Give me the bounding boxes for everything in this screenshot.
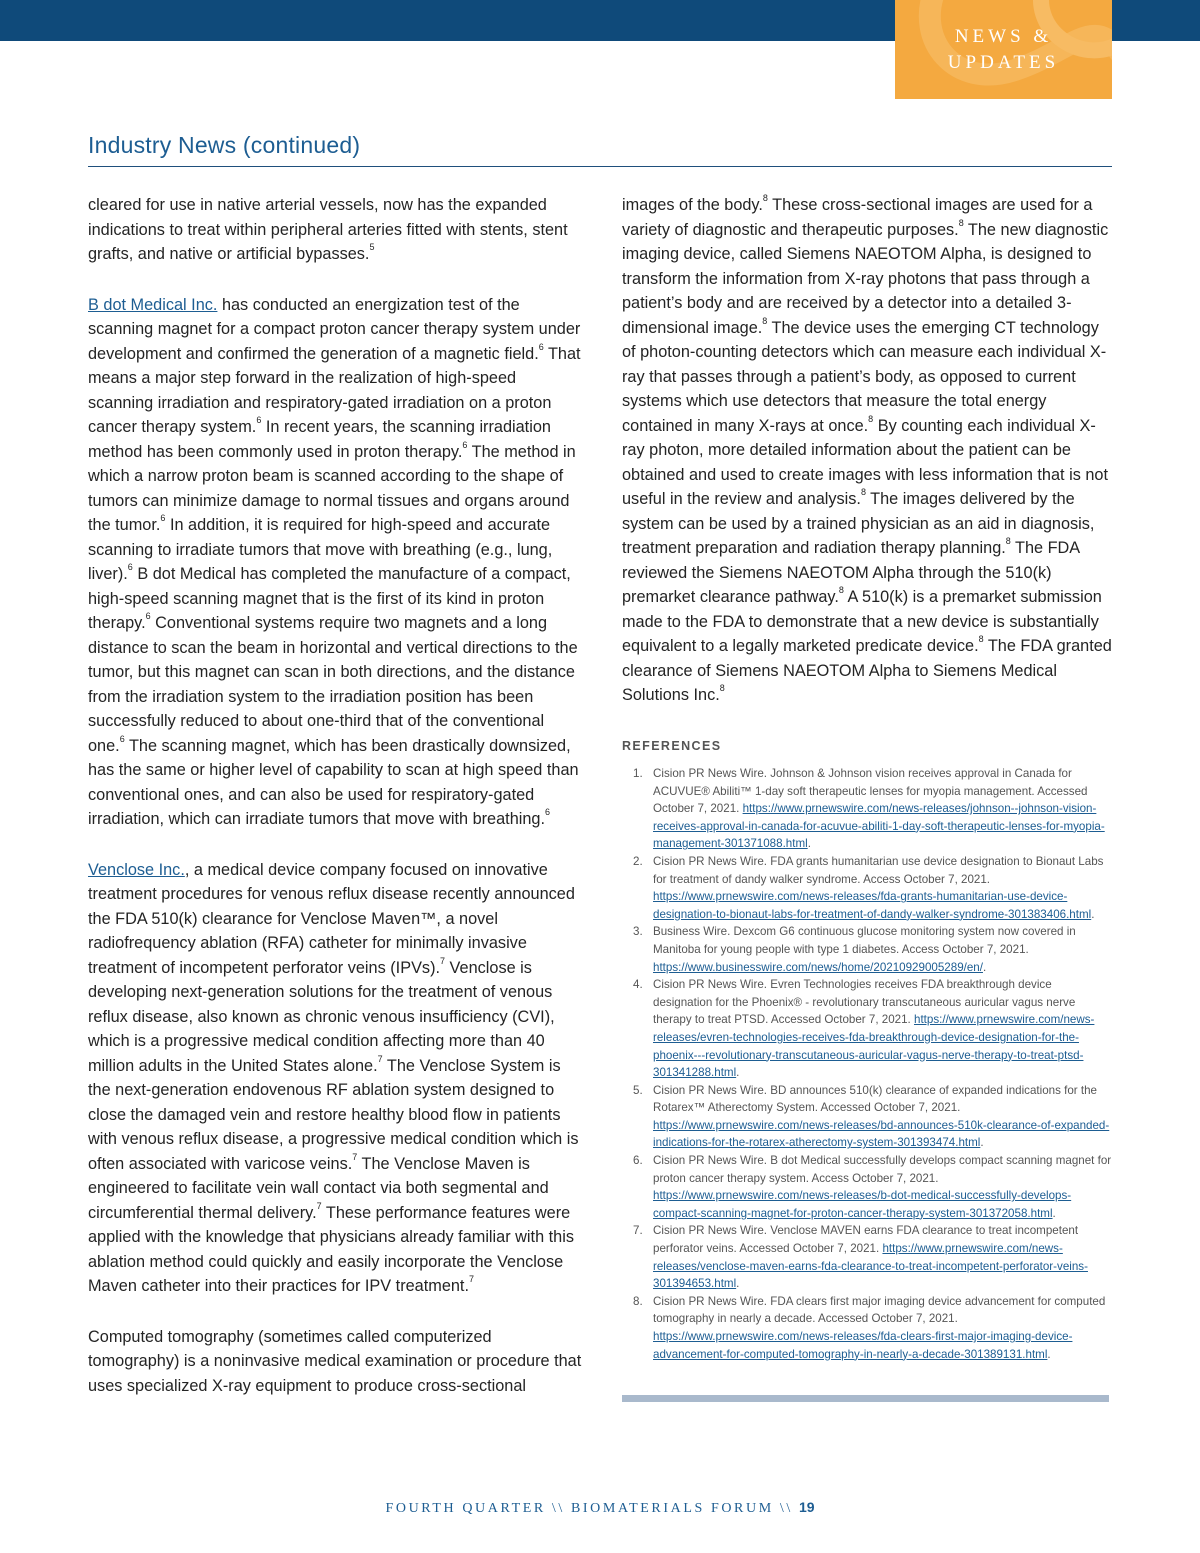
reference-text: Cision PR News Wire. FDA clears first major imaging device advancement for computed tomography in nearly a decade. Accessed October 7, 2021.	[653, 1294, 1106, 1326]
text: In recent years, the scanning irradiation method has been commonly used in proton therapy.	[88, 418, 551, 461]
reference-item: 7. Cision PR News Wire. Venclose MAVEN earns FDA clearance to treat incompetent perforator veins. Accessed October 7, 2021. https://www.prnewswire.com/news-releases/venclose-maven-earns-fda-clearance-to-treat-incompetent-perforator-veins-301394653.html.	[633, 1224, 1088, 1291]
venclose-link[interactable]: Venclose Inc.	[88, 860, 185, 879]
footnote-ref: 6	[462, 439, 468, 450]
text: B dot Medical has completed the manufacture of a compact, high-speed scanning magnet that is the first of its kind in proton therapy.	[88, 565, 571, 632]
text: Conventional systems require two magnets and a long distance to scan the beam in horizontal and vertical directions to the tumor, but this magnet can scan in both directions, and the distance from the irradiation system to the irradiation position has been successfully reduced to about one-third that of the conventional one.	[88, 614, 578, 755]
paragraph-computed-tomography	[88, 1325, 584, 1399]
reference-item: 8. Cision PR News Wire. FDA clears first major imaging device advancement for computed tomography in nearly a decade. Accessed October 7, 2021. https://www.prnewswire.com/news-releases/fda-clears-first-major-imaging-device-advancement-for-computed-tomography-in-nearly-a-decade-301389131.html.	[633, 1294, 1106, 1361]
footnote-ref: 8	[958, 217, 964, 228]
reference-text: Cision PR News Wire. FDA grants humanitarian use device designation to Bionaut Labs for treatment of dandy walker syndrome. Access October 7, 2021.	[653, 854, 1104, 886]
reference-link[interactable]: https://www.prnewswire.com/news-releases/b-dot-medical-successfully-develops-compact-scanning-magnet-for-proton-cancer-therapy-system-301372058.html	[653, 1189, 1072, 1220]
footnote-ref: 8	[1005, 536, 1011, 546]
reference-number: 1.	[633, 767, 643, 780]
footnote-ref: 6	[538, 341, 544, 352]
text: The device uses the emerging CT technology of photon-counting detectors which can measure each individual X-ray that passes through a patient’s body, as opposed to current systems which use detectors that measure the total energy contained in many X-rays at once.	[622, 318, 1107, 435]
reference-number: 5.	[633, 1083, 643, 1097]
reference-item: 6. Cision PR News Wire. B dot Medical successfully develops compact scanning magnet for proton cancer therapy system. Access October 7, 2021. https://www.prnewswire.com/news-releases/b-dot-medical-successfully-develops-compact-scanning-magnet-for-proton-cancer-therapy-system-301372058.html.	[633, 1154, 1112, 1220]
reference-text: Business Wire. Dexcom G6 continuous glucose monitoring system now covered in Manitoba for young people with type 1 diabetes. Access October 7, 2021.	[653, 925, 1076, 956]
footnote-ref: 8	[762, 315, 768, 326]
text: cleared for use in native arterial vessels, now has the expanded indications to treat within peripheral arteries fitted with stents, stent grafts, and native or artificial bypasses.	[88, 196, 568, 263]
footnote-ref: 8	[838, 585, 844, 595]
reference-number: 8.	[633, 1294, 643, 1308]
text: images of the body.	[622, 196, 763, 214]
footnote-ref: 8	[868, 413, 874, 424]
reference-number: 2.	[633, 854, 643, 868]
right-column	[622, 193, 1114, 734]
reference-number: 3.	[633, 925, 643, 939]
footnote-ref: 6	[119, 733, 125, 744]
text: The images delivered by the system can be used by a trained physician as an aid in diagnosis, treatment preparation and radiation therapy planning.	[622, 490, 1095, 557]
footnote-ref: 8	[860, 487, 866, 497]
paragraph-siemens	[622, 193, 1114, 708]
b-dot-medical-link[interactable]: B dot Medical Inc.	[88, 295, 218, 314]
left-column	[88, 193, 584, 1424]
footnote-ref: 7	[316, 1200, 322, 1211]
text: , a medical device company focused on innovative treatment procedures for venous reflux disease recently announced the FDA 510(k) clearance for Venclose Maven™, a novel radiofrequency ablation (RFA) catheter for minimally invasive treatment of incompetent perforator veins (IPVs).	[88, 860, 575, 977]
reference-number: 6.	[633, 1154, 643, 1168]
text: The FDA reviewed the Siemens NAEOTOM Alpha through the 510(k) premarket clearance pathway.	[622, 539, 1080, 606]
references-divider	[622, 1395, 1109, 1402]
footnote-ref: 6	[127, 562, 133, 572]
page-footer	[0, 1499, 1200, 1517]
footnote-ref: 7	[377, 1053, 383, 1064]
reference-item: 2. Cision PR News Wire. FDA grants humanitarian use device designation to Bionaut Labs for treatment of dandy walker syndrome. Access October 7, 2021. https://www.prnewswire.com/news-releases/fda-grants-humanitarian-use-device-designation-to-bionaut-labs-for-treatment-of-dandy-walker-syndrome-301383406.html.	[633, 854, 1104, 921]
badge-line-2: UPDATES	[947, 52, 1060, 73]
badge-text	[895, 24, 1112, 76]
footnote-ref: 6	[160, 513, 166, 523]
text: The method in which a narrow proton beam is scanned according to the shape of tumors can minimize damage to normal tissues and organs around the tumor.	[88, 442, 576, 534]
footnote-ref: 8	[978, 634, 984, 644]
references-list	[622, 765, 1114, 1363]
reference-link[interactable]: https://www.prnewswire.com/news-releases/venclose-maven-earns-fda-clearance-to-treat-incompetent-perforator-veins-301394653.html	[653, 1242, 1088, 1291]
section-title: Industry News (continued)	[88, 132, 361, 158]
reference-link[interactable]: https://www.prnewswire.com/news-releases/evren-technologies-receives-fda-breakthrough-device-designation-for-the-phoenix---revolutionary-transcutaneous-auricular-vagus-nerve-therapy-to-treat-ptsd-301341288.html	[653, 1013, 1095, 1080]
text: The new diagnostic imaging device, called Siemens NAEOTOM Alpha, is designed to transform the information from X-ray photons that pass through a patient’s body and are received by a detector into a detailed 3-dimensional image.	[622, 220, 1109, 337]
footnote-ref: 8	[719, 683, 725, 693]
footnote-ref: 6	[256, 415, 262, 425]
footnote-ref: 5	[369, 242, 375, 252]
text: These performance features were applied with the knowledge that physicians already familiar with this ablation method could quickly and easily incorporate the Venclose Maven catheter into their practices for IPV treatment.	[88, 1203, 574, 1295]
reference-link[interactable]: https://www.businesswire.com/news/home/20210929005289/en/	[653, 960, 983, 974]
footnote-ref: 6	[145, 611, 151, 621]
news-updates-badge	[895, 0, 1112, 99]
reference-item: 1. Cision PR News Wire. Johnson & Johnson vision receives approval in Canada for ACUVUE® Abiliti™ 1-day soft therapeutic lenses for myopia management. Accessed October 7, 2021. https://www.prnewswire.com/news-releases/johnson--johnson-vision-receives-approval-in-canada-for-acuvue-abiliti-1-day-soft-therapeutic-lenses-for-myopia-management-301371088.html.	[633, 767, 1105, 851]
reference-number: 7.	[633, 1224, 643, 1238]
reference-item: 4. Cision PR News Wire. Evren Technologies receives FDA breakthrough device designation for the Phoenix® - revolutionary transcutaneous auricular vagus nerve therapy to treat PTSD. Accessed October 7, 2021. https://www.prnewswire.com/news-releases/evren-technologies-receives-fda-breakthrough-device-designation-for-the-phoenix---revolutionary-transcutaneous-auricular-vagus-nerve-therapy-to-treat-ptsd-301341288.html.	[633, 978, 1095, 1080]
footer-text: FOURTH QUARTER \\ BIOMATERIALS FORUM \\	[385, 1501, 799, 1516]
text: A 510(k) is a premarket submission made to the FDA to demonstrate that a new device is substantially equivalent to a legally marketed predicate device.	[622, 588, 1102, 655]
text: has conducted an energization test of the scanning magnet for a compact proton cancer therapy system under development and confirmed the generation of a magnetic field.	[88, 295, 581, 363]
text: Venclose is developing next-generation solutions for the treatment of venous reflux disease, also known as chronic venous insufficiency (CVI), which is a progressive medical condition affecting more than 40 million adults in the United States alone.	[88, 958, 555, 1075]
footnote-ref: 8	[762, 193, 768, 203]
reference-link[interactable]: https://www.prnewswire.com/news-releases/bd-announces-510k-clearance-of-expanded-indications-for-the-rotarex-atherectomy-system-301393474.html	[653, 1118, 1110, 1150]
reference-text: Cision PR News Wire. Venclose MAVEN earns FDA clearance to treat incompetent perforator veins. Accessed October 7, 2021.	[653, 1224, 1079, 1256]
footnote-ref: 6	[545, 807, 551, 817]
text: These cross-sectional images are used for a variety of diagnostic and therapeutic purposes.	[622, 196, 1093, 239]
reference-link[interactable]: https://www.prnewswire.com/news-releases/fda-grants-humanitarian-use-device-designation-to-bionaut-labs-for-treatment-of-dandy-walker-syndrome-301383406.html	[653, 890, 1092, 921]
reference-link[interactable]: https://www.prnewswire.com/news-releases/johnson--johnson-vision-receives-approval-in-canada-for-acuvue-abiliti-1-day-soft-therapeutic-lenses-for-myopia-management-301371088.html	[653, 802, 1105, 851]
footnote-ref: 7	[468, 1274, 474, 1284]
reference-number: 4.	[633, 978, 643, 992]
text: Computed tomography (sometimes called computerized tomography) is a noninvasive medical examination or procedure that uses specialized X-ray equipment to produce cross-sectional	[88, 1327, 582, 1395]
paragraph-1	[88, 193, 584, 267]
reference-text: Cision PR News Wire. BD announces 510(k) clearance of expanded indications for the Rotarex™ Atherectomy System. Accessed October 7, 2021.	[653, 1083, 1098, 1115]
paragraph-b-dot-medical	[88, 293, 584, 832]
reference-link[interactable]: https://www.prnewswire.com/news-releases/fda-clears-first-major-imaging-device-advancement-for-computed-tomography-in-nearly-a-decade-301389131.html	[653, 1330, 1073, 1361]
text: The scanning magnet, which has been drastically downsized, has the same or higher level of capability to scan at high speed than conventional ones, and can also be used for respiratory-gated irradiation, which can irradiate tumors that move with breathing.	[88, 736, 579, 828]
footnote-ref: 7	[440, 955, 446, 966]
text: The Venclose System is the next-generation endovenous RF ablation system designed to close the damaged vein and restore healthy blood flow in patients with venous reflux disease, a progressive medical condition which is often associated with varicose veins.	[88, 1056, 579, 1173]
paragraph-venclose	[88, 858, 584, 1299]
page-number: 19	[798, 1499, 815, 1515]
reference-item: 3. Business Wire. Dexcom G6 continuous glucose monitoring system now covered in Manitoba for young people with type 1 diabetes. Access October 7, 2021. https://www.businesswire.com/news/home/20210929005289/en/.	[633, 925, 1076, 974]
text: That means a major step forward in the realization of high-speed scanning irradiation and respiratory-gated irradiation on a proton cancer therapy system.	[88, 344, 581, 436]
reference-item: 5. Cision PR News Wire. BD announces 510(k) clearance of expanded indications for the Rotarex™ Atherectomy System. Accessed October 7, 2021. https://www.prnewswire.com/news-releases/bd-announces-510k-clearance-of-expanded-indications-for-the-rotarex-atherectomy-system-301393474.html.	[633, 1083, 1110, 1150]
text: The FDA granted clearance of Siemens NAEOTOM Alpha to Siemens Medical Solutions Inc.	[622, 637, 1112, 704]
footnote-ref: 7	[352, 1151, 358, 1162]
reference-text: Cision PR News Wire. B dot Medical successfully develops compact scanning magnet for proton cancer therapy system. Access October 7, 2021.	[653, 1154, 1112, 1185]
references-heading: REFERENCES	[622, 739, 722, 753]
reference-text: Cision PR News Wire. Evren Technologies receives FDA breakthrough device designation for the Phoenix® - revolutionary transcutaneous auricular vagus nerve therapy to treat PTSD. Accessed October 7, 2021.	[653, 978, 1076, 1027]
text: The Venclose Maven is engineered to facilitate vein wall contact via both segmental and circumferential thermal delivery.	[88, 1154, 549, 1222]
title-divider	[88, 166, 1112, 167]
text: By counting each individual X-ray photon, more detailed information about the patient can be obtained and used to create images with less information that is not useful in the review and analysis.	[622, 416, 1109, 508]
reference-text: Cision PR News Wire. Johnson & Johnson vision receives approval in Canada for ACUVUE® Abiliti™ 1-day soft therapeutic lenses for myopia management. Accessed October 7, 2021.	[653, 767, 1088, 816]
badge-line-1: NEWS &	[954, 26, 1053, 47]
text: In addition, it is required for high-speed and accurate scanning to irradiate tumors that move with breathing (e.g., lung, liver).	[88, 516, 553, 583]
